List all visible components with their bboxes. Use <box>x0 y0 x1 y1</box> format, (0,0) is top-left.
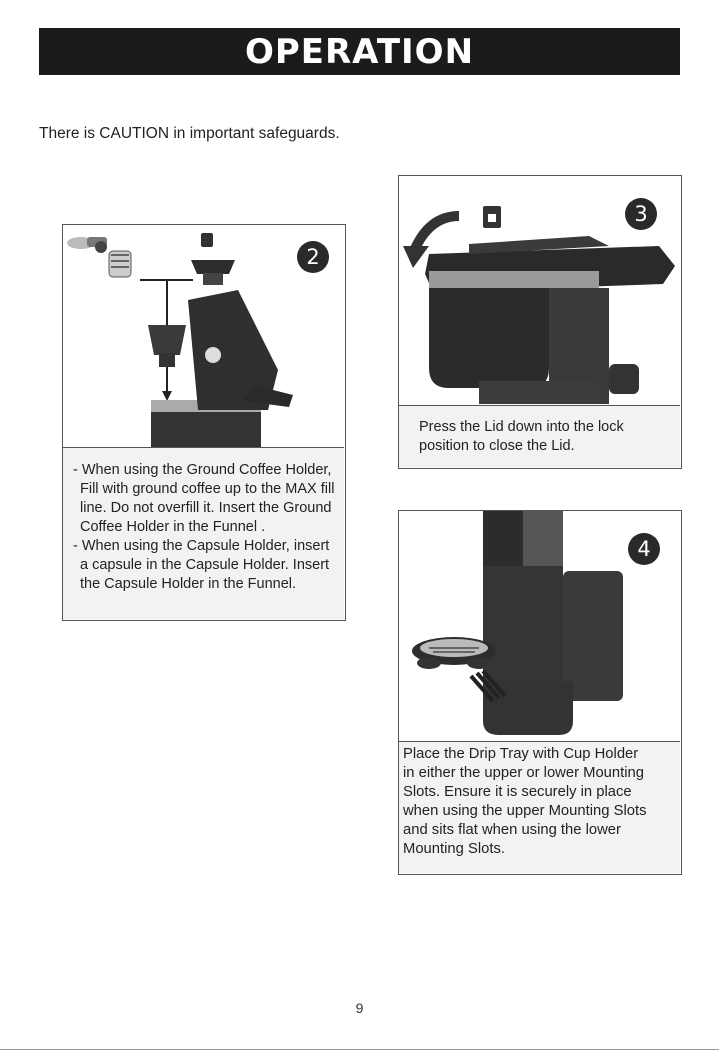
step-2-caption <box>63 447 344 619</box>
ground-coffee-holder-illustration <box>67 237 131 277</box>
page-title-banner <box>39 28 680 75</box>
caption-line: in either the upper or lower Mounting <box>403 765 644 781</box>
press-down-arrow <box>414 216 459 251</box>
caption-line: Place the Drip Tray with Cup Holder <box>403 746 639 762</box>
caption-line: and sits flat when using the lower <box>403 822 621 838</box>
caption-line: - When using the Ground Coffee Holder, <box>73 462 332 478</box>
step-4-caption <box>399 741 680 873</box>
step-3-badge: 3 <box>625 198 657 230</box>
step-3-panel <box>398 175 682 469</box>
caption-line: Slots. Ensure it is securely in place <box>403 784 632 800</box>
step-2-badge: 2 <box>297 241 329 273</box>
page-title: OPERATION <box>244 31 475 72</box>
caption-line: Mounting Slots. <box>403 841 505 857</box>
caution-note: There is CAUTION in important safeguards. <box>39 125 340 142</box>
drip-tray-illustration <box>412 637 496 669</box>
caption-line: position to close the Lid. <box>419 438 575 454</box>
step-4-panel <box>398 510 682 875</box>
caption-line: when using the upper Mounting Slots <box>403 803 647 819</box>
step-2-panel <box>62 224 346 621</box>
caption-line: Coffee Holder in the Funnel . <box>80 519 266 535</box>
caption-line: Press the Lid down into the lock <box>419 419 624 435</box>
caption-line: - When using the Capsule Holder, insert <box>73 538 330 554</box>
step-3-caption <box>399 405 680 467</box>
step-4-badge: 4 <box>628 533 660 565</box>
caption-line: line. Do not overfill it. Insert the Ground <box>80 500 332 516</box>
caption-line: the Capsule Holder in the Funnel. <box>80 576 297 592</box>
bottom-rule <box>0 1049 719 1050</box>
caption-line: a capsule in the Capsule Holder. Insert <box>80 557 330 573</box>
funnel-illustration <box>191 260 235 274</box>
caption-line: Fill with ground coffee up to the MAX fill <box>80 481 335 497</box>
capsule-illustration <box>201 233 213 247</box>
page-number: 9 <box>355 1000 364 1016</box>
